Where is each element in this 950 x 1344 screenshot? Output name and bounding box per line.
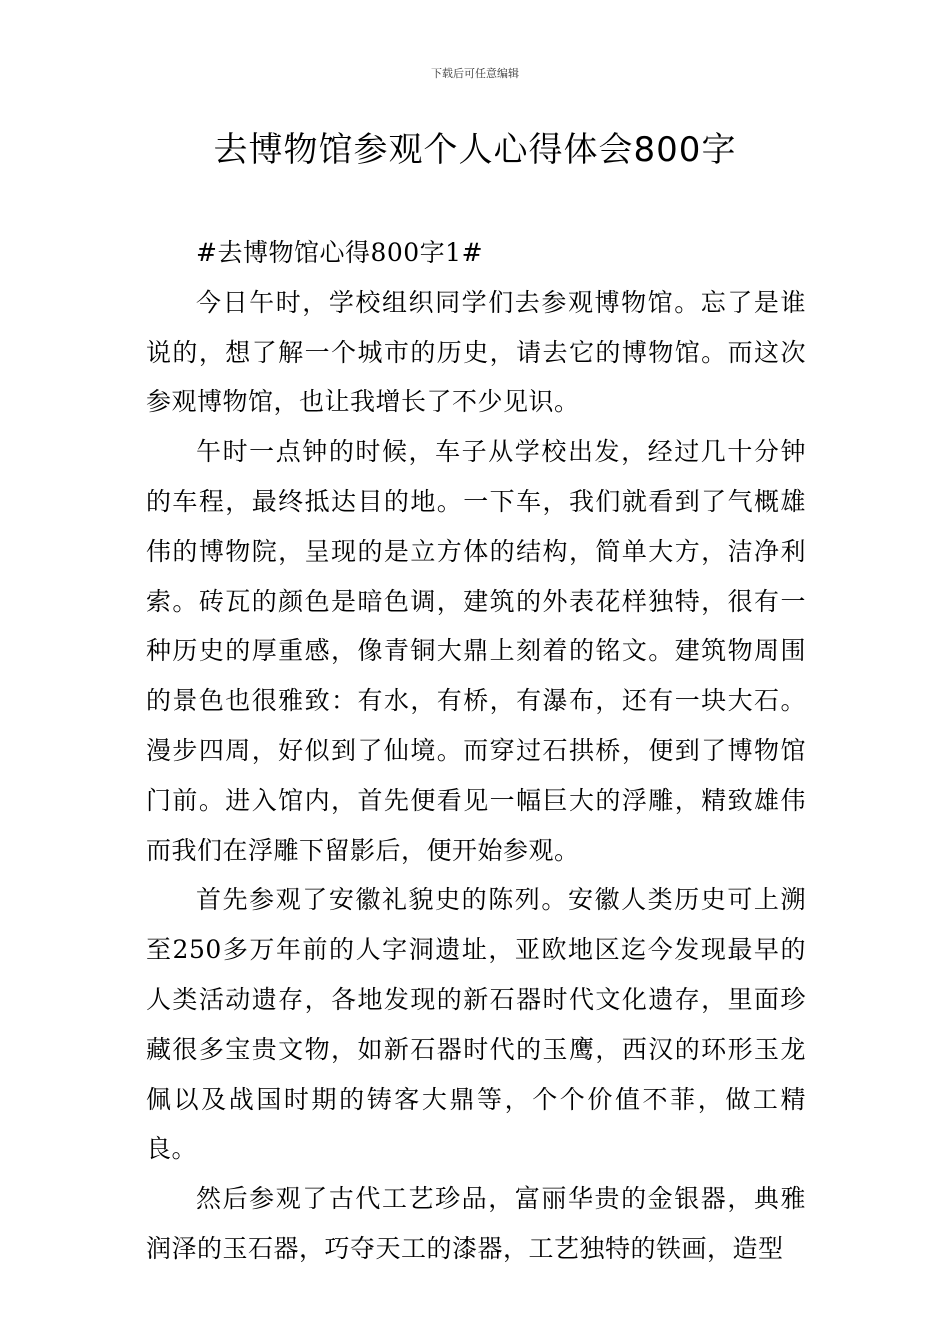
document-title: 去博物馆参观个人心得体会800字 bbox=[213, 130, 737, 170]
paragraph-4: 然后参观了古代工艺珍品，富丽华贵的金银器，典雅润泽的玉石器，巧夺天工的漆器，工艺独特的铁画，造型 bbox=[146, 1184, 806, 1263]
paragraph-3: 首先参观了安徽礼貌史的陈列。安徽人类历史可上溯至250多万年前的人字洞遗址，亚欧地区迄今发现最早的人类活动遗存，各地发现的新石器时代文化遗存，里面珍藏很多宝贵文物，如新石器时代的玉鹰，西汉的环形玉龙佩以及战国时期的铸客大鼎等，个个价值不菲，做工精良。 bbox=[146, 885, 806, 1164]
section-heading: #去博物馆心得800字1# bbox=[196, 238, 484, 267]
paragraph-1: 今日午时，学校组织同学们去参观博物馆。忘了是谁说的，想了解一个城市的历史，请去它的博物馆。而这次参观博物馆，也让我增长了不少见识。 bbox=[146, 287, 806, 417]
paragraph-2: 午时一点钟的时候，车子从学校出发，经过几十分钟的车程，最终抵达目的地。一下车，我们就看到了气概雄伟的博物院，呈现的是立方体的结构，简单大方，洁净利索。砖瓦的颜色是暗色调，建筑的外表花样独特，很有一种历史的厚重感，像青铜大鼎上刻着的铭文。建筑物周围的景色也很雅致：有水，有桥，有瀑布，还有一块大石。漫步四周，好似到了仙境。而穿过石拱桥，便到了博物馆门前。进入馆内，首先便看见一幅巨大的浮雕，精致雄伟而我们在浮雕下留影后，便开始参观。 bbox=[146, 437, 806, 865]
header-note: 下载后可任意编辑 bbox=[431, 67, 519, 80]
document-body bbox=[146, 228, 806, 1274]
